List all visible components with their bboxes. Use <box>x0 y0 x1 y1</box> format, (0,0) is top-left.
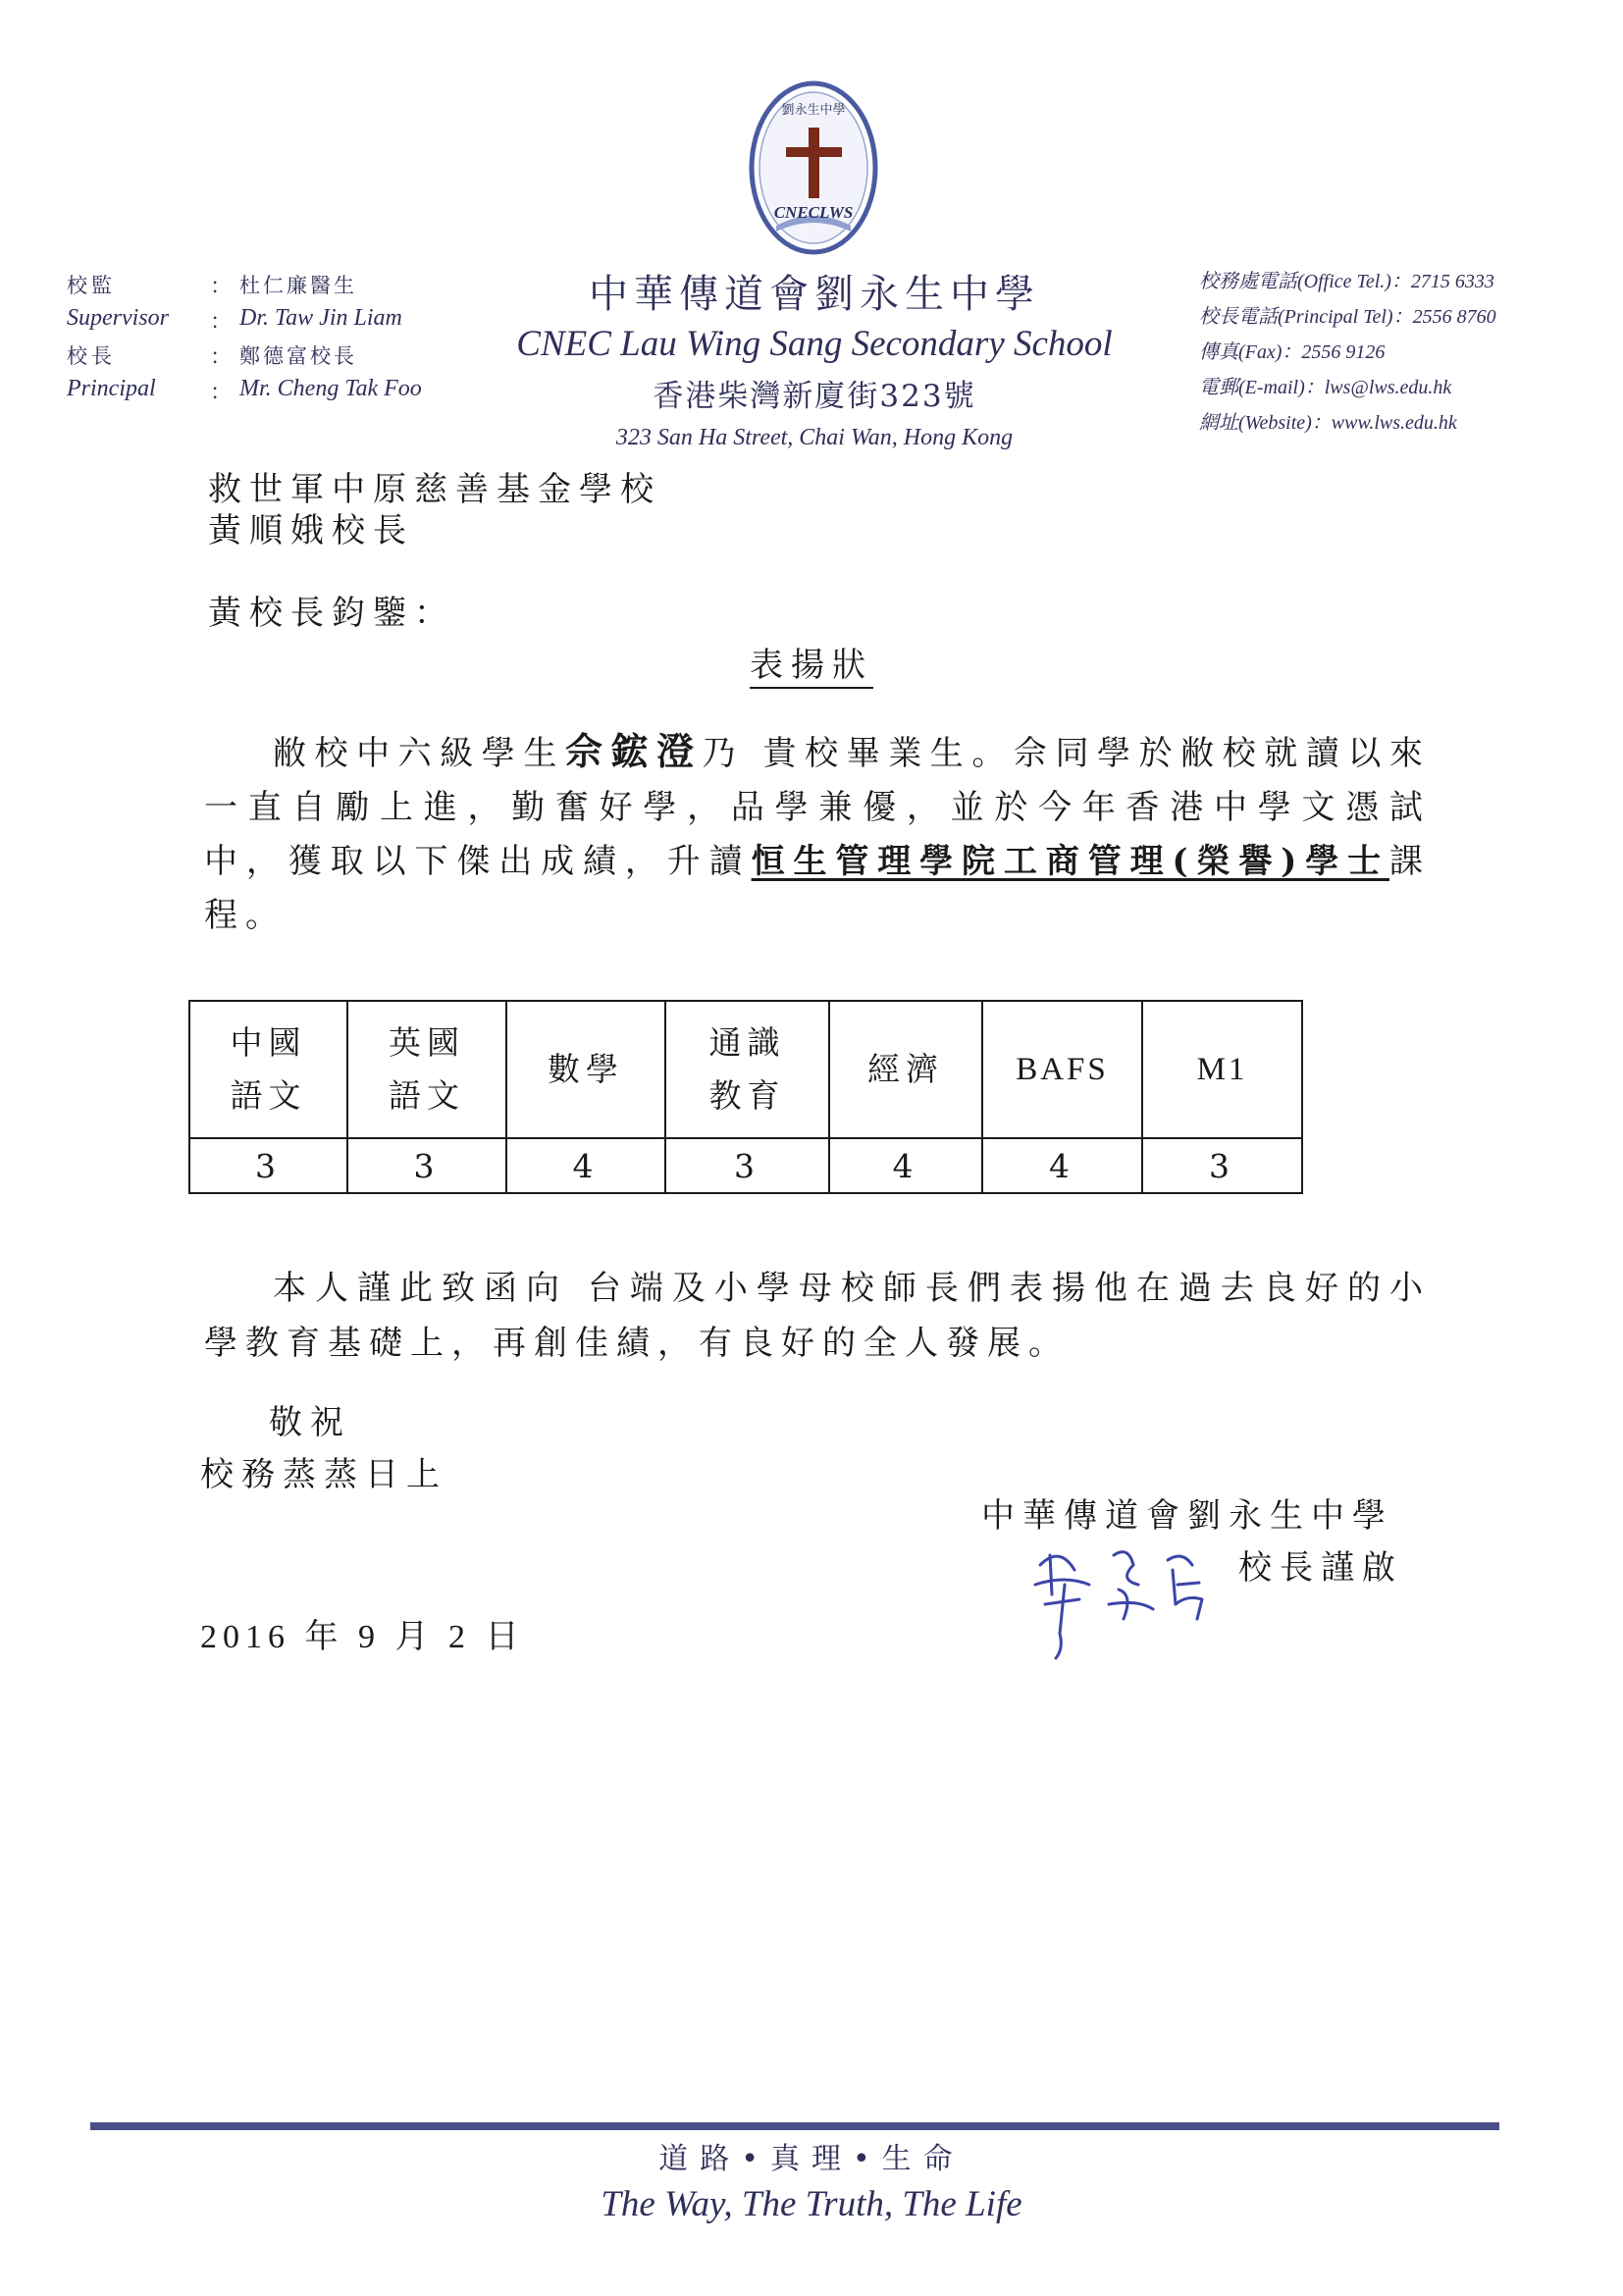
subject-cell: 經濟 <box>829 1001 982 1138</box>
closing-wish-line-2: 校務蒸蒸日上 <box>200 1455 447 1494</box>
motto-en: The Way, The Truth, The Life <box>601 2184 1022 2224</box>
school-name-en: CNEC Lau Wing Sang Secondary School <box>516 324 1113 364</box>
grade-cell: 3 <box>189 1138 347 1193</box>
signatory-title: 校長謹啟 <box>1238 1548 1403 1588</box>
letterhead-officers <box>67 270 459 411</box>
closing-wish: 敬祝 <box>269 1403 351 1442</box>
recipient-block <box>208 469 661 551</box>
grade-cell: 4 <box>506 1138 665 1193</box>
subject-cell: 通識 教育 <box>665 1001 829 1138</box>
paragraph-2: 本人謹此致函向 台端及小學母校師長們表揚他在過去良好的小學教育基礎上，再創佳績，有良好的全人發展。 <box>204 1269 1431 1363</box>
letter-title <box>0 638 1623 686</box>
grade-cell: 4 <box>829 1138 982 1193</box>
supervisor-name-en: Dr. Taw Jin Liam <box>239 305 402 331</box>
subject-cell: 英國 語文 <box>347 1001 506 1138</box>
school-name-zh: 中華傳道會劉永生中學 <box>589 272 1040 317</box>
table-grade-row <box>189 1138 1302 1193</box>
grade-cell: 3 <box>347 1138 506 1193</box>
colon: ： <box>210 380 233 404</box>
subject-cell: BAFS <box>982 1001 1142 1138</box>
letter-title-text: 表揚狀 <box>750 646 873 689</box>
school-logo <box>747 78 880 257</box>
paragraph-1-part-b: 乃 貴校畢業生。佘同學於敝校就讀以來一直自勵上進，勤奮好學，品學兼優，並於今年香港中學文憑試中，獲取以下傑出成績，升讀 <box>204 734 1431 881</box>
supervisor-label-en: Supervisor <box>67 305 169 331</box>
office-tel: 校務處電話(Office Tel.)：2715 6333 <box>1199 271 1494 292</box>
subject-cell: M1 <box>1142 1001 1302 1138</box>
recipient-school: 救世軍中原慈善基金學校 <box>208 470 661 509</box>
website: 網址(Website)：www.lws.edu.hk <box>1199 412 1457 434</box>
recipient-name: 黃順娥校長 <box>208 511 414 550</box>
grade-cell: 3 <box>665 1138 829 1193</box>
supervisor-name-zh: 杜仁廉醫生 <box>239 274 357 297</box>
principal-tel: 校長電話(Principal Tel)：2556 8760 <box>1199 306 1496 328</box>
paragraph-1 <box>204 724 1431 943</box>
student-name: 佘鋐澄 <box>564 729 703 773</box>
handwritten-signature <box>1021 1526 1246 1663</box>
letterhead-contacts <box>1199 265 1611 442</box>
svg-text:CNECLWS: CNECLWS <box>773 203 854 222</box>
letterhead-school <box>442 263 1187 451</box>
grade-cell: 4 <box>982 1138 1142 1193</box>
principal-label-zh: 校長 <box>67 344 116 368</box>
fax: 傳真(Fax)：2556 9126 <box>1199 341 1386 363</box>
principal-name-zh: 鄭德富校長 <box>239 344 357 368</box>
table-header-row <box>189 1001 1302 1138</box>
programme-name: 恒生管理學院工商管理(榮譽)學士 <box>751 842 1389 881</box>
salutation: 黃校長鈞鑒： <box>208 594 455 633</box>
footer-divider <box>90 2122 1499 2130</box>
colon: ： <box>210 274 233 298</box>
paragraph-1-part-a: 敝校中六級學生 <box>273 734 565 773</box>
letter-date: 2016 年 9 月 2 日 <box>200 1619 525 1655</box>
svg-text:劉永生中學: 劉永生中學 <box>781 103 846 118</box>
supervisor-label-zh: 校監 <box>67 274 116 297</box>
results-table <box>188 1000 1303 1194</box>
grade-cell: 3 <box>1142 1138 1302 1193</box>
email: 電郵(E-mail)：lws@lws.edu.hk <box>1199 377 1452 398</box>
subject-cell: 數學 <box>506 1001 665 1138</box>
paragraph-1-part-c: 課程。 <box>204 842 1431 935</box>
address-zh: 香港柴灣新廈街323號 <box>653 379 976 414</box>
address-en: 323 San Ha Street, Chai Wan, Hong Kong <box>615 425 1014 450</box>
colon: ： <box>210 309 233 334</box>
principal-name-en: Mr. Cheng Tak Foo <box>239 376 422 401</box>
signatory-school: 中華傳道會劉永生中學 <box>981 1496 1393 1536</box>
subject-cell: 中國 語文 <box>189 1001 347 1138</box>
principal-label-en: Principal <box>67 376 156 401</box>
colon: ： <box>210 344 233 369</box>
motto-zh: 道路•真理•生命 <box>658 2142 965 2176</box>
